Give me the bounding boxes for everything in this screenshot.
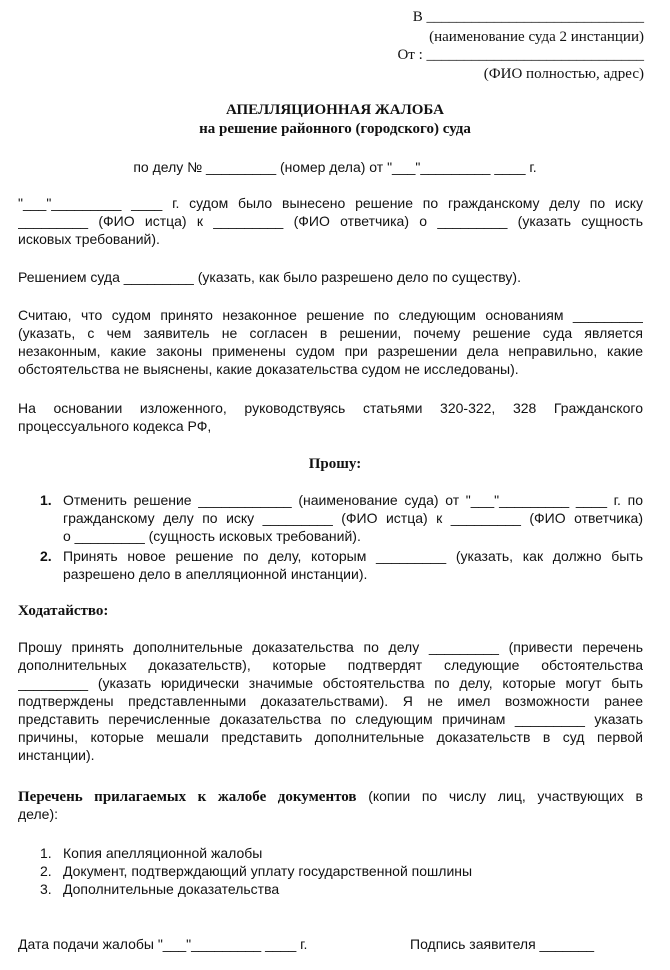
request-line: гражданскому делу по иску _________ (ФИО истца) к _________ (ФИО ответчика): [63, 510, 643, 526]
attachment-item: Дополнительные доказательства: [63, 881, 280, 897]
paragraph-ruling: Решением суда _________ (указать, как было разрешено дело по существу).: [18, 269, 521, 285]
sender-line: От : _____________________________: [397, 47, 644, 63]
attachments-heading-bold: Перечень прилагаемых к жалобе документов: [18, 789, 357, 805]
petition-line: инстанции).: [18, 747, 95, 763]
attachments-heading-rest: (копии по числу лиц, участвующих в: [356, 788, 643, 804]
attachments-heading-line: деле):: [18, 806, 58, 822]
attachment-item: Копия апелляционной жалобы: [63, 845, 263, 861]
petition-paragraph: [18, 638, 643, 764]
petition-line: дополнительных доказательств), которые подтвердят следующие обстоятельства: [18, 657, 643, 673]
addressee-court-note: (наименование суда 2 инстанции): [429, 29, 644, 45]
request-line: Отменить решение ____________ (наименование суда) от "___"_________ ____ г. по: [63, 492, 643, 508]
request-line: Принять новое решение по делу, которым _________ (указать, как должно быть: [63, 548, 643, 564]
paragraph-line: процессуального кодекса РФ,: [18, 418, 212, 434]
paragraph-line: обстоятельства не выяснены, какие доказательства судом не исследованы).: [18, 361, 519, 377]
petition-line: причины, которые мешали представить дополнительные доказательств в суд первой: [18, 729, 643, 745]
paragraph-line: На основании изложенного, руководствуясь статьями 320-322, 328 Гражданского: [18, 400, 643, 416]
paragraph-line: незаконным, какие законы применены судом при разрешении дела неправильно, какие: [18, 343, 643, 359]
filing-date-line: Дата подачи жалобы "___"_________ ____ г.: [18, 936, 308, 952]
attachment-number: 3.: [40, 881, 52, 897]
request-line: о _________ (сущность исковых требований).: [63, 528, 361, 544]
case-number-line: по делу № _________ (номер дела) от "___"_________ ____ г.: [133, 159, 537, 175]
paragraph-line: исковых требований).: [18, 231, 160, 247]
paragraph-line: "___"_________ ____ г. судом было вынесено решение по гражданскому делу по иску: [18, 195, 643, 211]
request-line: разрешено дело в апелляционной инстанции).: [63, 566, 368, 582]
request-number: 2.: [40, 548, 52, 564]
request-number: 1.: [40, 492, 52, 508]
request-heading: Прошу:: [308, 456, 362, 472]
attachment-number: 2.: [40, 863, 52, 879]
paragraph-line: _________ (ФИО истца) к _________ (ФИО ответчика) о _________ (указать сущность: [18, 213, 643, 229]
attachments-heading-line: [18, 787, 643, 805]
addressee-court-line: В _____________________________: [412, 9, 644, 25]
document-title: АПЕЛЛЯЦИОННАЯ ЖАЛОБА: [226, 102, 444, 118]
document-subtitle: на решение районного (городского) суда: [199, 121, 471, 137]
petition-line: подтверждены представленными доказательствами). Я не имел возможности ранее: [18, 693, 643, 709]
petition-line: Прошу принять дополнительные доказательства по делу _________ (привести перечень: [18, 639, 643, 655]
petition-heading: Ходатайство:: [18, 603, 109, 619]
attachments-heading: [18, 787, 643, 823]
paragraph-line: Считаю, что судом принято незаконное решение по следующим основаниям _________: [18, 307, 643, 323]
sender-note: (ФИО полностью, адрес): [483, 66, 644, 82]
paragraph-grounds: [18, 306, 643, 378]
applicant-signature-line: Подпись заявителя _______: [410, 936, 595, 952]
petition-line: представить перечисленные доказательства по следующим причинам _________ указать: [18, 711, 643, 727]
paragraph-decision: [18, 194, 643, 248]
petition-line: _________ (указать юридически значимые обстоятельства по делу, которые могут быть: [18, 675, 643, 691]
paragraph-legal-basis: [18, 399, 643, 435]
request-item-2: [63, 547, 643, 583]
paragraph-line: (указать, с чем заявитель не согласен в решении, почему решение суда является: [18, 325, 643, 341]
attachment-item: Документ, подтверждающий уплату государственной пошлины: [63, 863, 473, 879]
attachment-number: 1.: [40, 845, 52, 861]
request-item-1: [63, 491, 643, 545]
